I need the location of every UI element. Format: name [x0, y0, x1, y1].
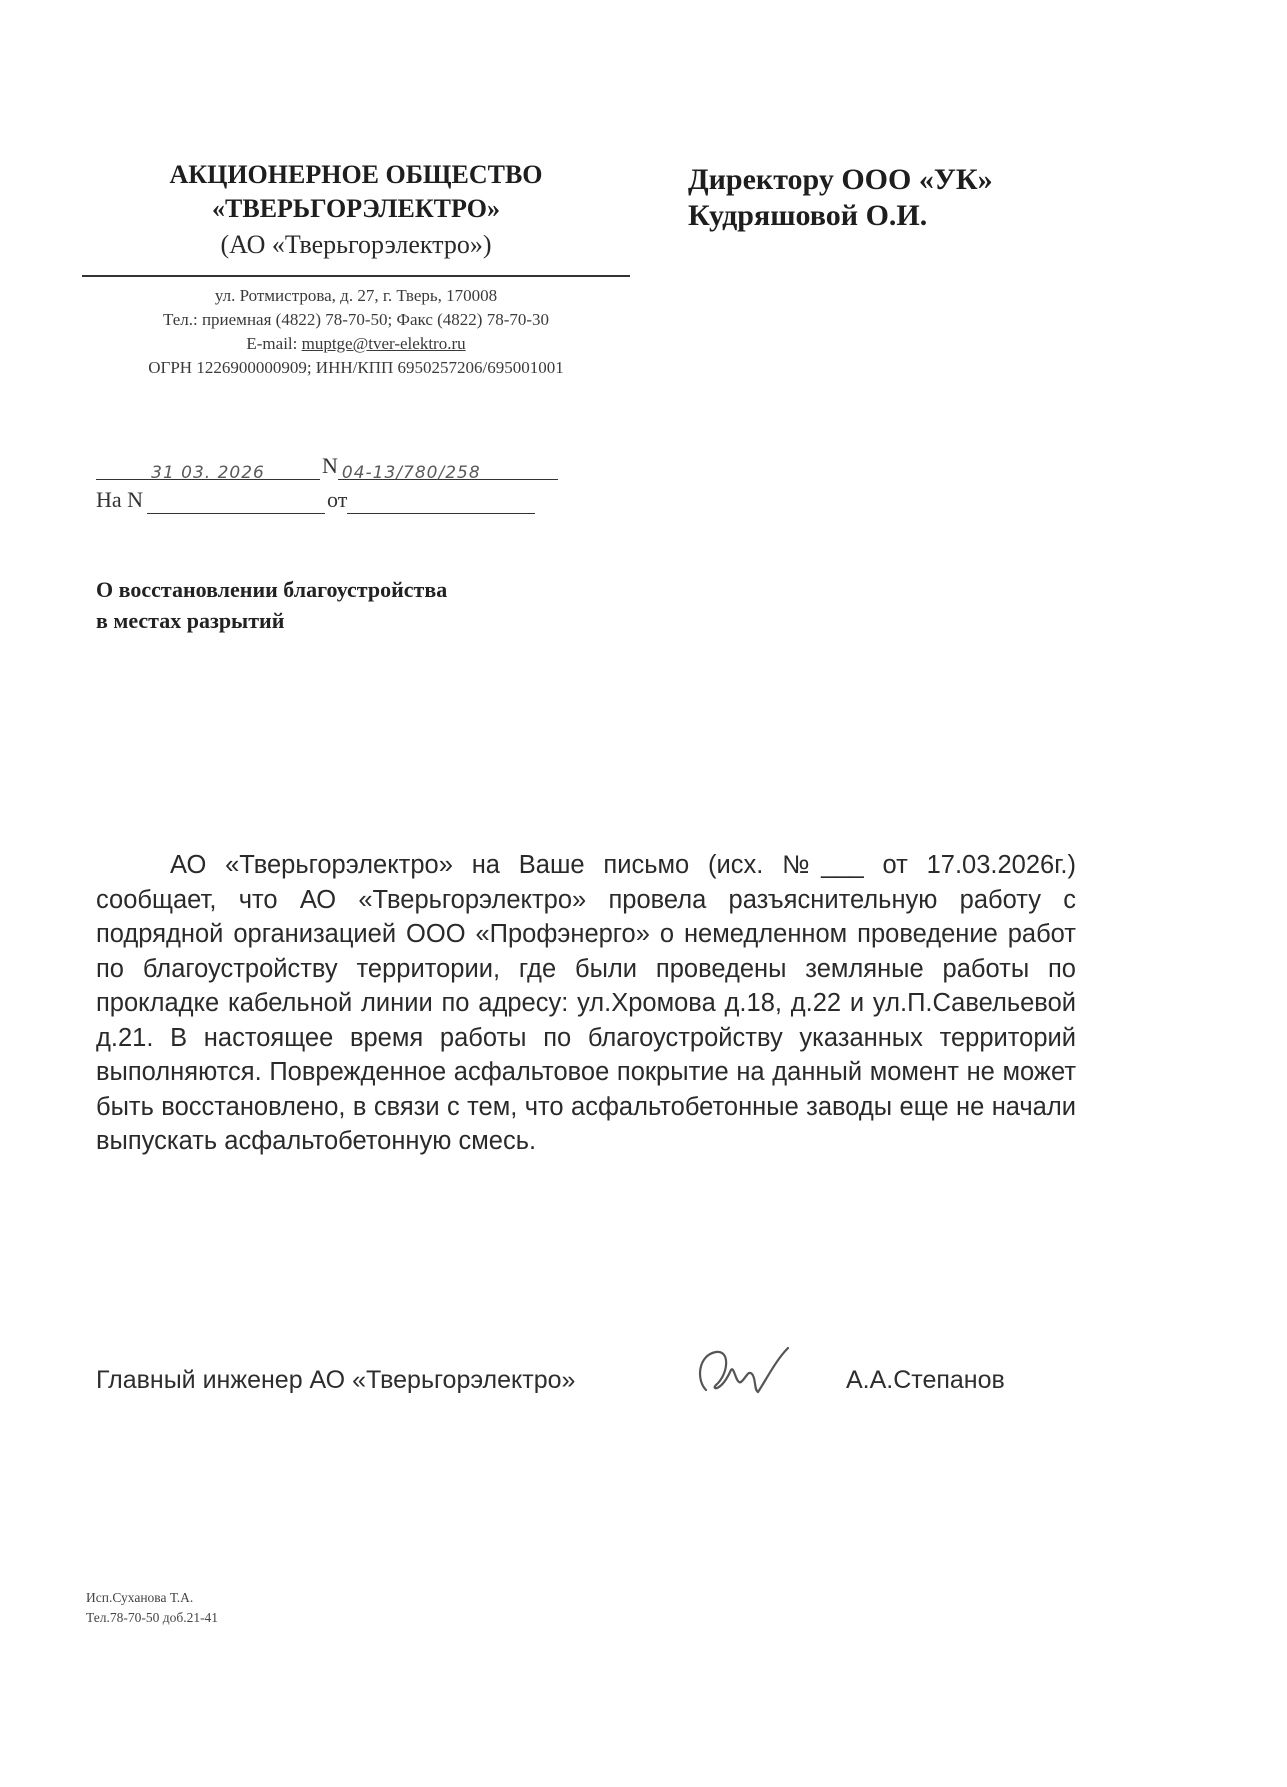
executor-phone: Тел.78-70-50 доб.21-41 [86, 1610, 219, 1625]
email-link[interactable]: muptge@tver-elektro.ru [301, 334, 466, 353]
executor-name: Исп.Суханова Т.А. [86, 1590, 194, 1605]
organization-registry: ОГРН 1226900000909; ИНН/КПП 6950257206/695001001 [148, 358, 564, 377]
organization-address: ул. Ротмистрова, д. 27, г. Тверь, 170008 [214, 286, 498, 305]
organization-phones: Тел.: приемная (4822) 78-70-50; Факс (4822) 78-70-30 [162, 310, 550, 329]
outgoing-number: 04-13/780/258 [341, 463, 481, 483]
outgoing-date: 31 03. 2026 [151, 463, 265, 483]
handwritten-signature [676, 1330, 806, 1410]
email-label: E-mail: [246, 334, 302, 353]
reply-number-label: На N [96, 487, 144, 512]
subject-line-1: О восстановлении благоустройства [96, 577, 448, 602]
organization-short-name: (АО «Тверьгорэлектро») [220, 230, 492, 259]
organization-name: АКЦИОНЕРНОЕ ОБЩЕСТВО [169, 160, 543, 189]
header-divider [82, 275, 630, 277]
subject-line-2: в местах разрытий [96, 608, 285, 633]
reply-date-field [347, 491, 535, 514]
outgoing-date-field [96, 457, 320, 483]
number-label: N [322, 453, 338, 478]
reply-registration [96, 486, 535, 514]
reply-date-label: от [327, 487, 348, 512]
organization-email-line [82, 332, 630, 356]
organization-brand: «ТВЕРЬГОРЭЛЕКТРО» [212, 194, 500, 223]
outgoing-registration [96, 452, 558, 483]
addressee-name: Кудряшовой О.И. [688, 199, 928, 232]
outgoing-number-field [338, 457, 558, 483]
signatory-name: А.А.Степанов [846, 1366, 1005, 1394]
letter-body: АО «Тверьгорэлектро» на Ваше письмо (исх. №___ от 17.03.2026г.) сообщает, что АО «Тверьгорэлектро» провела разъяснительную работу с подрядной организацией ООО «Профэнерго» о немедленном проведение работ по благоустройству территории, где были проведены земляные работы по прокладке кабельной линии по адресу: ул.Хромова д.18, д.22 и ул.П.Савельевой д.21. В настоящее время работы по благоустройству указанных территорий выполняются. Поврежденное асфальтовое покрытие на данный момент не может быть восстановлено, в связи с тем, что асфальтобетонные заводы еще не начали выпускать асфальтобетонную смесь. [96, 851, 1076, 1155]
signatory-position: Главный инженер АО «Тверьгорэлектро» [96, 1366, 576, 1394]
reply-number-field [147, 491, 325, 514]
addressee-position: Директору ООО «УК» [688, 163, 993, 196]
